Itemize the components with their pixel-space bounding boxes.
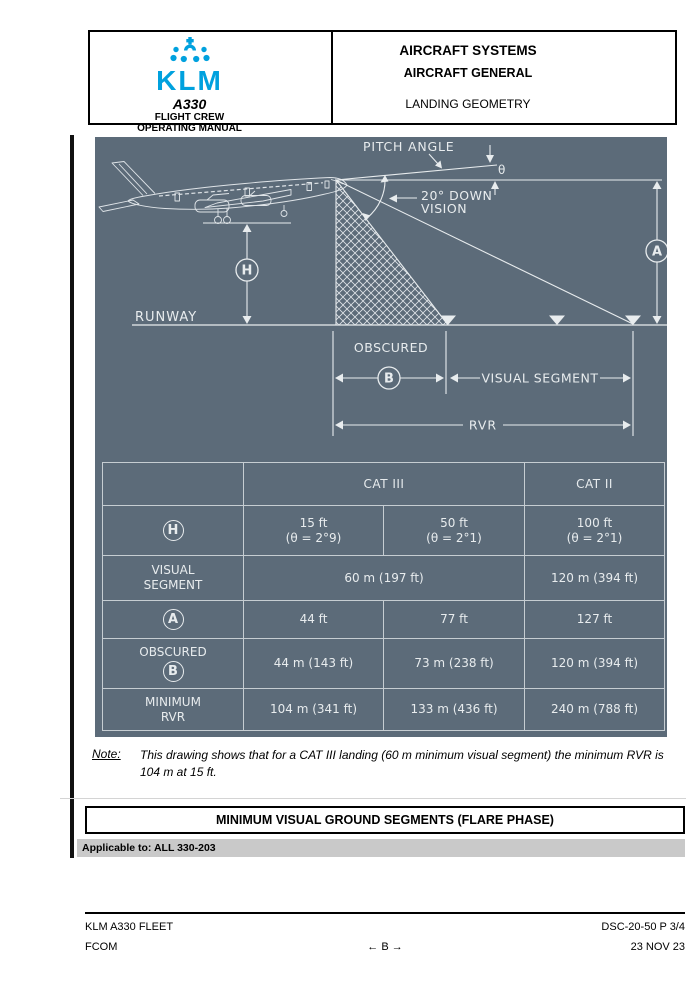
table-cell: 120 m (394 ft) [525,639,665,689]
topic-title: LANDING GEOMETRY [405,97,531,111]
section-title-header: AIRCRAFT GENERAL [403,66,533,80]
revision-change-bar [70,135,74,858]
manual-title-line1: FLIGHT CREW [154,112,225,123]
table-cell: 44 ft [244,601,384,639]
down-vision-label-line2: VISION [421,201,468,216]
table-header-row [103,463,665,506]
landing-geometry-diagram [95,137,667,462]
table-row-visual-segment [103,556,665,601]
runway-marker-triangle [625,316,641,326]
b-marker: B [384,371,394,387]
h-marker: H [241,263,253,279]
aircraft-side-view [99,162,347,224]
chapter-titles [333,32,675,123]
klm-logo-block [90,32,333,134]
pitch-angle-label: PITCH ANGLE [363,139,455,154]
table-cell: 44 m (143 ft) [244,639,384,689]
table-row-a [103,601,665,639]
table-cell: 240 m (788 ft) [525,689,665,731]
table-cell: 100 ft (θ = 2°1) [525,506,665,556]
row-label-minimum-rvr: MINIMUM RVR [103,689,244,731]
table-cell: 50 ft (θ = 2°1) [384,506,525,556]
down-vision-arc [367,178,385,218]
table-cell: 60 m (197 ft) [244,556,525,601]
a-circle-label: A [163,609,184,630]
footer-manual: FCOM [85,941,118,953]
table-cell: 120 m (394 ft) [525,556,665,601]
table-corner-cell [103,463,244,506]
row-label-h [103,506,244,556]
table-cell: 15 ft (θ = 2°9) [244,506,384,556]
page-header [88,30,677,134]
footer-fleet: KLM A330 FLEET [85,921,174,933]
aircraft-model: A330 [172,96,207,112]
rvr-label: RVR [468,417,498,433]
landing-geometry-figure [95,137,667,737]
applicable-to-bar: Applicable to: ALL 330-203 [77,839,685,857]
section-divider [60,798,686,799]
table-row-minimum-rvr [103,689,665,731]
footer-rule [85,912,685,914]
footer-date: 23 NOV 23 [630,941,685,953]
landing-geometry-table [102,462,665,731]
brand-text: KLM [156,65,223,96]
row-label-visual-segment: VISUAL SEGMENT [103,556,244,601]
visual-segment-label: VISUAL SEGMENT [481,370,599,386]
h-circle-label: H [163,520,184,541]
row-label-a [103,601,244,639]
obscured-label: OBSCURED [353,340,429,355]
note-label: Note: [92,747,121,761]
cat3-header-cell: CAT III [244,463,525,506]
runway-marker-triangle [549,316,565,326]
cat2-header-cell: CAT II [525,463,665,506]
note-text: This drawing shows that for a CAT III landing (60 m minimum visual segment) the minimum RVR is 104 m at 15 ft. [140,748,664,779]
klm-crown-icon [167,37,213,63]
row-label-obscured: OBSCURED B [103,639,244,689]
table-cell: 73 m (238 ft) [384,639,525,689]
geometry-lines [132,145,667,436]
chapter-title: AIRCRAFT SYSTEMS [399,43,537,58]
down-vision-label-line1: 20° DOWN [421,188,493,203]
b-circle-label: B [163,661,184,682]
figure-caption-box: MINIMUM VISUAL GROUND SEGMENTS (FLARE PHASE) [85,806,685,834]
a-marker: A [651,244,663,260]
circled-markers [236,240,667,389]
footer-doc-ref: DSC-20-50 P 3/4 [601,921,685,933]
table-row-h [103,506,665,556]
table-row-obscured [103,639,665,689]
runway-label: RUNWAY [135,310,198,325]
table-cell: 104 m (341 ft) [244,689,384,731]
theta-label: θ [498,163,506,177]
table-cell: 127 ft [525,601,665,639]
manual-title-line2: OPERATING MANUAL [137,123,242,134]
table-cell: 133 m (436 ft) [384,689,525,731]
footer-nav-arrows: ← B → [367,941,403,953]
table-cell: 77 ft [384,601,525,639]
